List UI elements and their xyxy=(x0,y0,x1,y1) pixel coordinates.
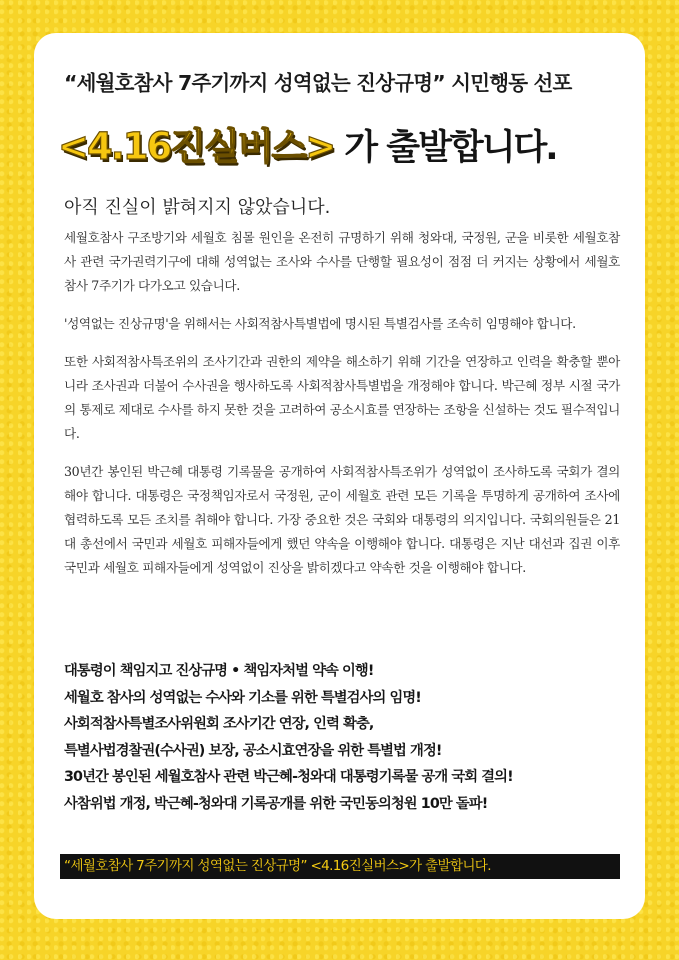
paragraph: '성역없는 진상규명'을 위해서는 사회적참사특별법에 명시된 특별검사를 조속히 임명해야 합니다. xyxy=(64,316,576,331)
demand-item: 대통령이 책임지고 진상규명 • 책임자처벌 약속 이행! xyxy=(64,663,374,679)
paragraph: 세월호참사 구조방기와 세월호 침몰 원인을 온전히 규명하기 위해 청와대, 국정원, 군을 비롯한 세월호참사 관련 국가권력기구에 대해 성역없는 조사와 수사를 단행할 필요성이 점점 더 커지는 상황에서 세월호 참사 7주기가 다가오고 있습니다. xyxy=(64,230,620,293)
demand-item: 30년간 봉인된 세월호참사 관련 박근혜-청와대 대통령기록물 공개 국회 결의! xyxy=(64,769,513,786)
demand-item: 사참위법 개정, 박근혜-청와대 기록공개를 위한 국민동의청원 10만 돌파! xyxy=(64,795,488,812)
paragraph: 또한 사회적참사특조위의 조사기간과 권한의 제약을 해소하기 위해 기간을 연장하고 인력을 확충할 뿐아니라 조사권과 더불어 수사권을 행사하도록 사회적참사특별법을 개정해야 합니다. 박근혜 정부 시절 국가의 통제로 제대로 수사를 하지 못한 것을 고려하여 공소시효를 연장하는 조항을 신설하는 것도 필수적입니다. xyxy=(64,354,620,441)
poster-title xyxy=(58,116,557,170)
bus-name: <4.16진실버스> xyxy=(58,125,335,168)
demand-item: 사회적참사특별조사위원회 조사기간 연장, 인력 확충, xyxy=(64,716,374,733)
paragraph: 30년간 봉인된 박근혜 대통령 기록물을 공개하여 사회적참사특조위가 성역없이 조사하도록 국회가 결의해야 합니다. 대통령은 국정책임자로서 국정원, 군이 세월호 관련 모든 기록을 투명하게 공개하여 조사에 협력하도록 모든 조치를 취해야 합니다. 가장 중요한 것은 국회와 대통령의 의지입니다. 국회의원들은 21대 총선에서 국민과 세월호 피해자들에게 했던 약속을 이행해야 합니다. 대통령은 지난 대선과 집권 이후 국민과 세월호 피해자들에게 성역없이 진상을 밝히겠다고 약속한 것을 이행해야 합니다. xyxy=(64,464,620,575)
body-text xyxy=(64,226,620,594)
footer-banner: “세월호참사 7주기까지 성역없는 진상규명” <4.16진실버스>가 출발합니다. xyxy=(60,854,620,879)
demands-list xyxy=(64,658,624,818)
demand-item: 세월호 참사의 성역없는 수사와 기소를 위한 특별검사의 임명! xyxy=(64,689,421,706)
subheading: 아직 진실이 밝혀지지 않았습니다. xyxy=(64,197,331,218)
title-suffix: 가 출발합니다. xyxy=(344,128,557,168)
demand-item: 특별사법경찰권(수사권) 보장, 공소시효연장을 위한 특별법 개정! xyxy=(64,742,442,759)
poster-headline: “세월호참사 7주기까지 성역없는 진상규명” 시민행동 선포 xyxy=(64,71,572,95)
